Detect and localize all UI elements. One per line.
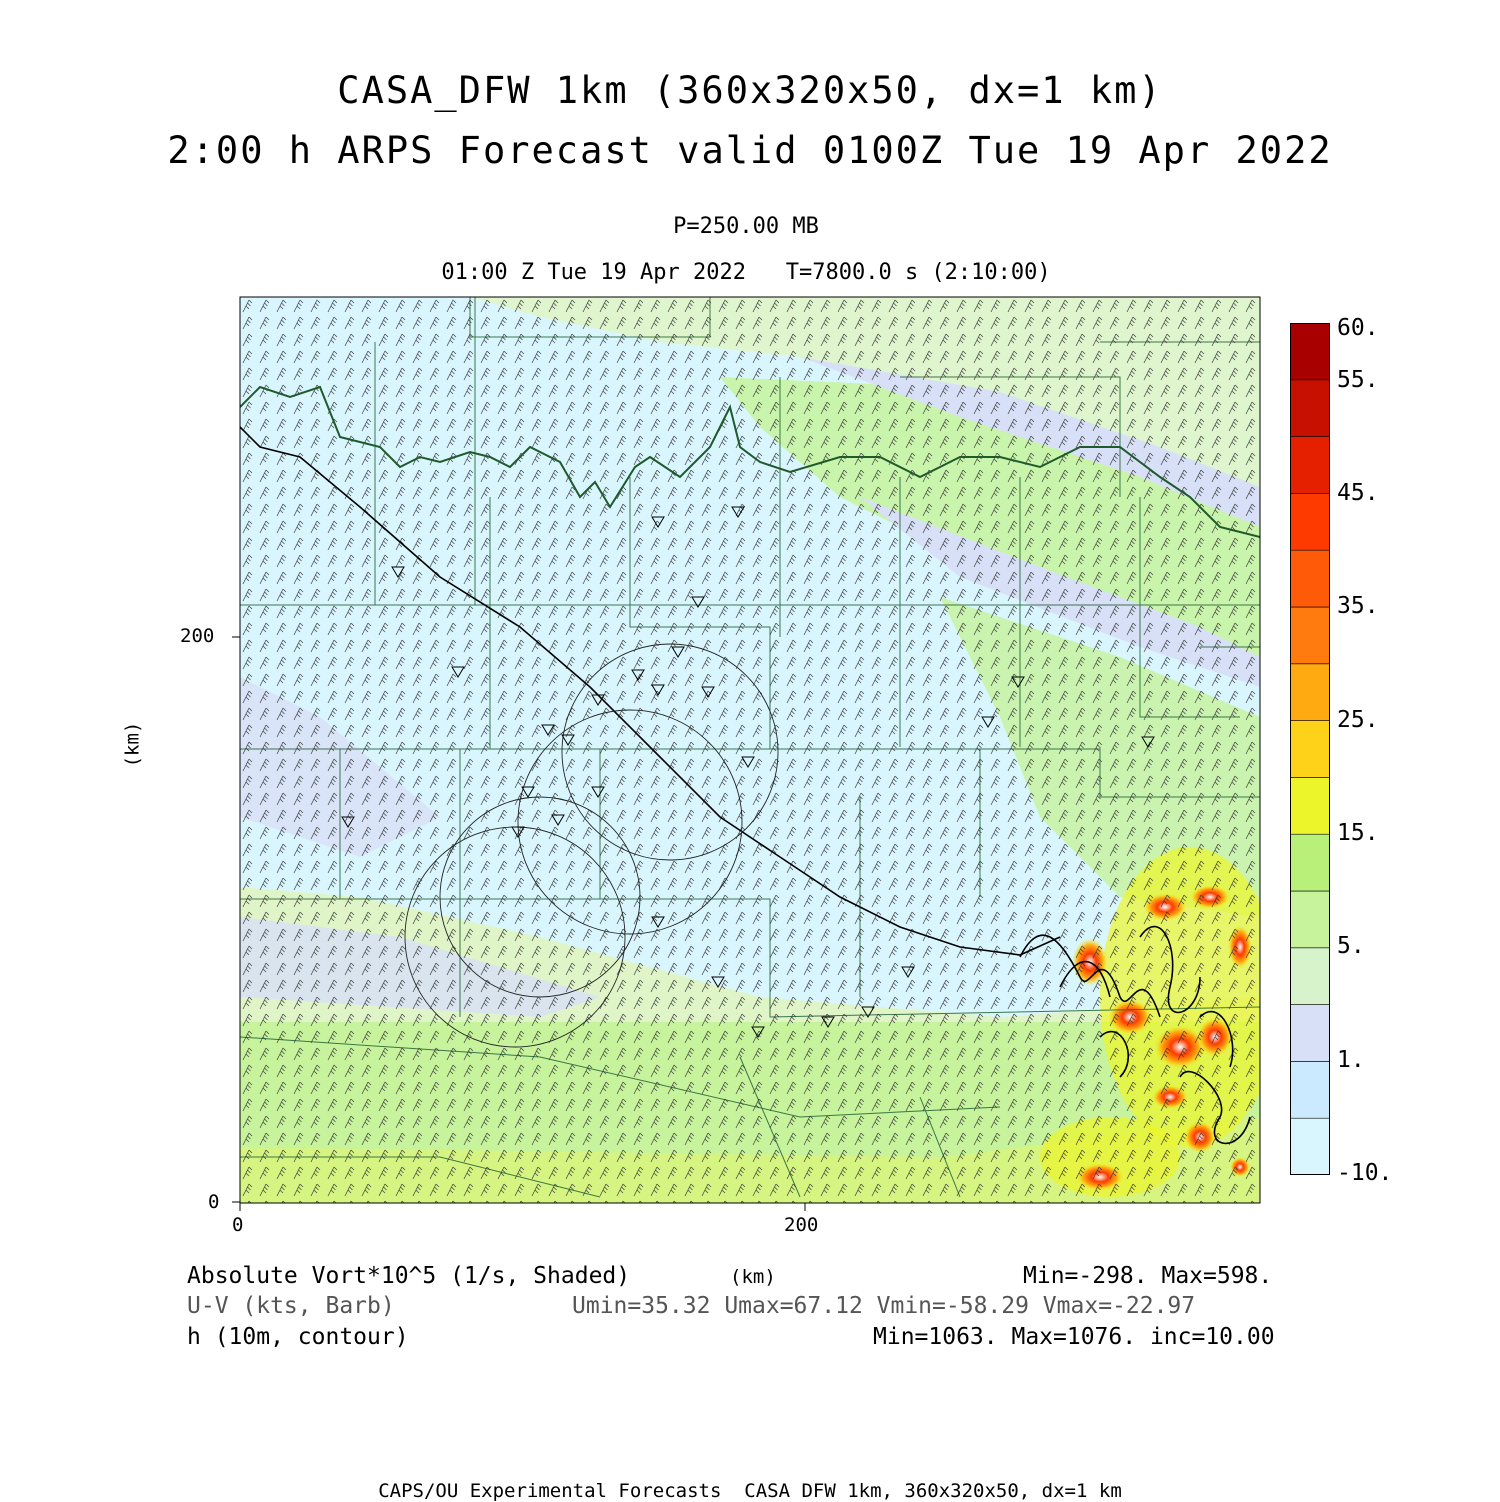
colorbar-label: 5. <box>1337 933 1365 959</box>
colorbar-cell <box>1290 323 1330 380</box>
colorbar-label: 35. <box>1337 593 1379 619</box>
valid-time-label: 01:00 Z Tue 19 Apr 2022 T=7800.0 s (2:10:00) <box>441 260 1051 285</box>
colorbar-label: -10. <box>1337 1160 1393 1186</box>
colorbar-cell <box>1290 891 1330 948</box>
colorbar-label: 45. <box>1337 480 1379 506</box>
y-tick-label: 200 <box>180 625 215 647</box>
colorbar-cell <box>1290 1061 1330 1118</box>
colorbar-cell <box>1290 721 1330 778</box>
y-axis-label: (km) <box>121 721 144 768</box>
colorbar-cell <box>1290 437 1330 494</box>
colorbar-cell <box>1290 1005 1330 1062</box>
field1-range: Min=-298. Max=598. <box>1023 1263 1273 1289</box>
colorbar-label: 1. <box>1337 1047 1365 1073</box>
field2-label: U-V (kts, Barb) <box>187 1293 395 1319</box>
colorbar-cell <box>1290 1118 1330 1175</box>
colorbar <box>1290 323 1330 1175</box>
x-axis-label: (km) <box>730 1266 776 1288</box>
field3-label: h (10m, contour) <box>187 1324 409 1350</box>
x-tick-label: 200 <box>784 1214 819 1236</box>
credit-line: CAPS/OU Experimental Forecasts CASA DFW 1km, 360x320x50, dx=1 km <box>378 1480 1122 1502</box>
colorbar-cell <box>1290 550 1330 607</box>
x-tick-label: 0 <box>232 1214 244 1236</box>
forecast-map <box>240 297 1260 1203</box>
colorbar-label: 60. <box>1337 315 1379 341</box>
colorbar-label: 25. <box>1337 707 1379 733</box>
colorbar-label: 55. <box>1337 367 1379 393</box>
y-tick-label: 0 <box>208 1191 220 1213</box>
colorbar-cell <box>1290 380 1330 437</box>
colorbar-cell <box>1290 607 1330 664</box>
field3-range: Min=1063. Max=1076. inc=10.00 <box>873 1324 1275 1350</box>
colorbar-cell <box>1290 664 1330 721</box>
colorbar-cell <box>1290 493 1330 550</box>
colorbar-label: 15. <box>1337 820 1379 846</box>
field2-range: Umin=35.32 Umax=67.12 Vmin=-58.29 Vmax=-22.97 <box>572 1293 1196 1319</box>
pressure-level-label: P=250.00 MB <box>673 214 819 239</box>
colorbar-cell <box>1290 777 1330 834</box>
plot-title-line1: CASA_DFW 1km (360x320x50, dx=1 km) <box>337 69 1163 112</box>
wind-barbs <box>240 297 1260 1203</box>
colorbar-cell <box>1290 948 1330 1005</box>
field1-label: Absolute Vort*10^5 (1/s, Shaded) <box>187 1263 631 1289</box>
plot-title-line2: 2:00 h ARPS Forecast valid 0100Z Tue 19 Apr 2022 <box>167 129 1333 172</box>
colorbar-cell <box>1290 834 1330 891</box>
